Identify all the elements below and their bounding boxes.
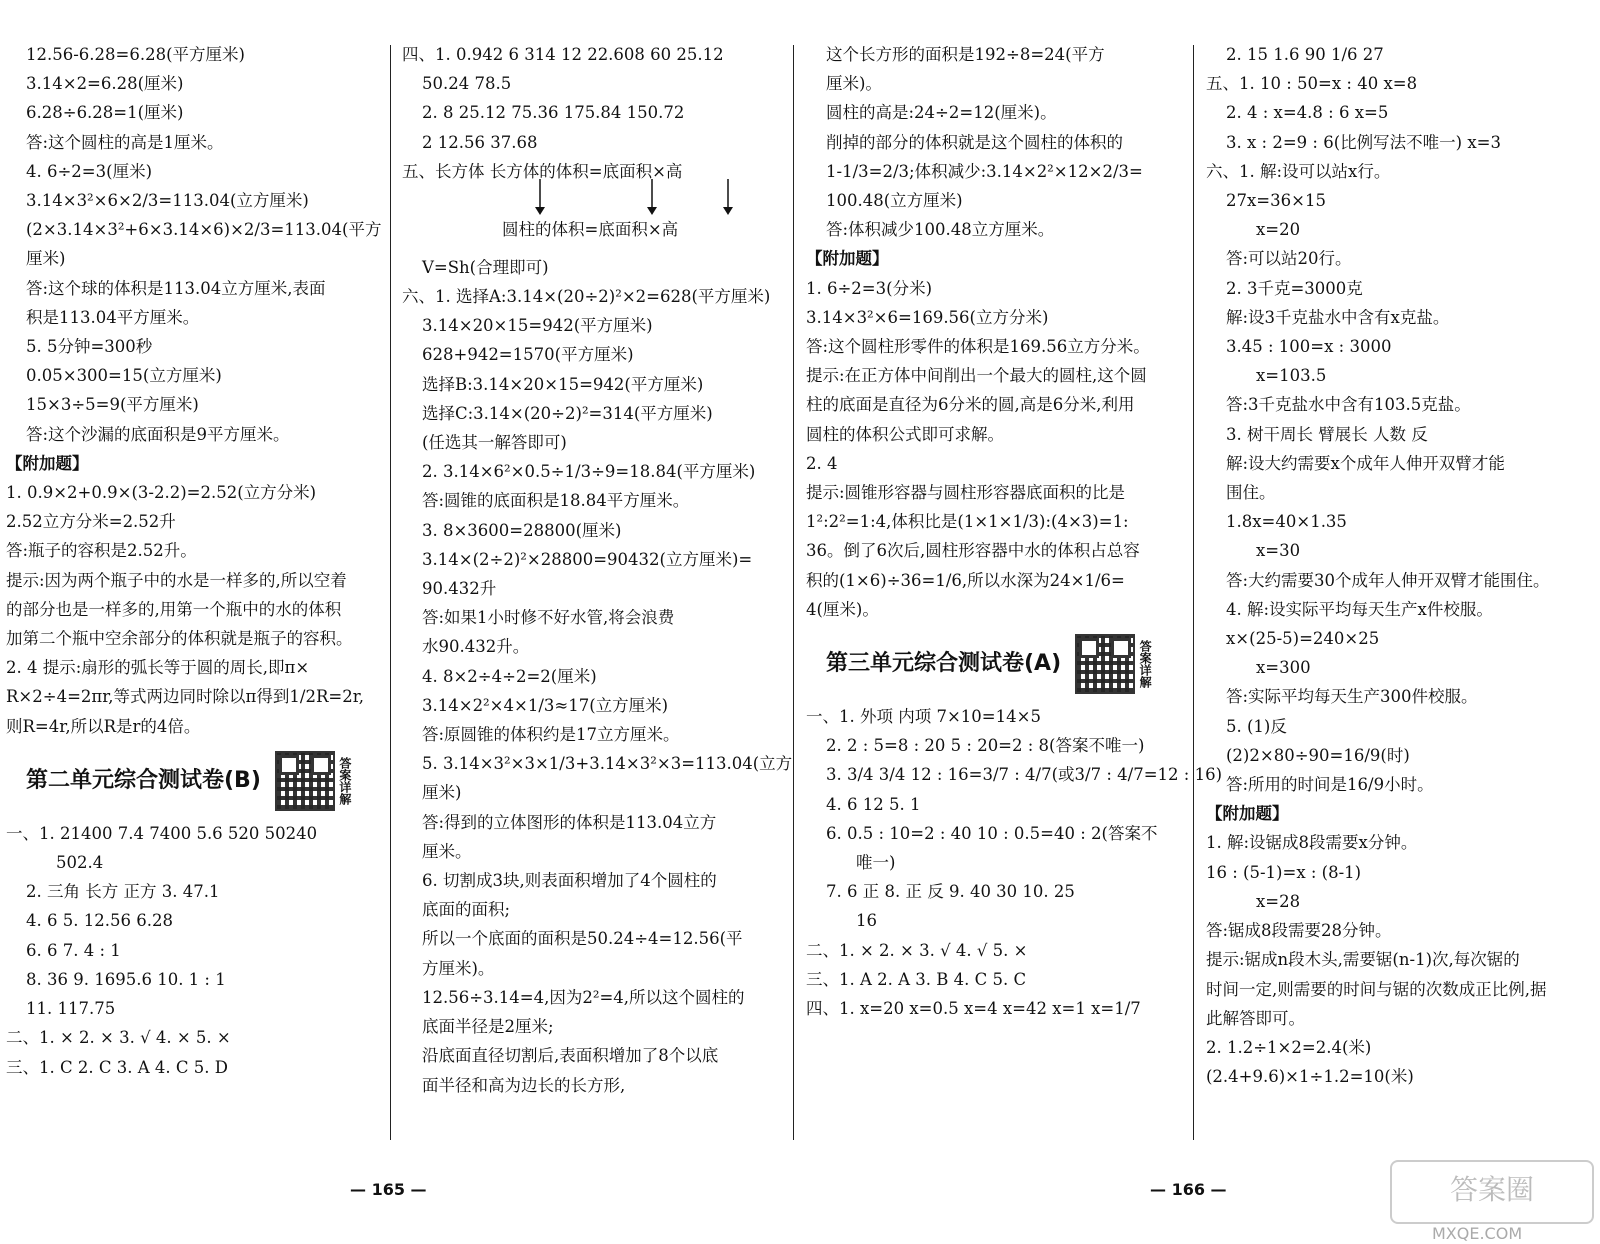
column-divider-3 (1193, 45, 1194, 1140)
answer-line: 16 (856, 911, 877, 931)
diagram-arrows (532, 177, 742, 217)
hint-line: 圆柱的体积公式即可求解。 (806, 424, 1004, 444)
answer-line: 2. 3.14×6²×0.5÷1/3÷9=18.84(平方厘米) (422, 462, 756, 482)
answer-line: 4. 8×2÷4÷2=2(厘米) (422, 666, 597, 686)
answer-line: 答:所用的时间是16/9小时。 (1226, 775, 1434, 795)
answer-line: 11. 117.75 (26, 999, 116, 1019)
answer-line: 8. 36 9. 1695.6 10. 1 : 1 (26, 969, 226, 989)
answer-line: 解:设大约需要x个成年人伸开双臂才能 (1226, 453, 1505, 473)
answer-line: (2)2×80÷90=16/9(时) (1226, 745, 1410, 765)
answer-line: 2. 8 25.12 75.36 175.84 150.72 (422, 103, 685, 123)
column-3 (806, 40, 1223, 1023)
answer-line: 6. 6 7. 4 : 1 (26, 940, 121, 960)
answer-line: 水90.432升。 (422, 637, 530, 657)
answer-line: x=30 (1256, 541, 1301, 561)
hint-line: 加第二个瓶中空余部分的体积就是瓶子的容积。 (6, 629, 353, 649)
col1b-lines (6, 819, 386, 1082)
answer-line: 答:3千克盐水中含有103.5克盐。 (1226, 395, 1471, 415)
answer-line: 答:如果1小时修不好水管,将会浪费 (422, 608, 675, 628)
hint-line: 4(厘米)。 (806, 599, 879, 619)
text-line: 答:瓶子的容积是2.52升。 (6, 541, 197, 561)
volume-relation-diagram (402, 157, 782, 253)
answer-line: 3.45 : 100=x : 3000 (1226, 337, 1392, 357)
answer-line: 90.432升 (422, 579, 497, 599)
text-line: 12.56-6.28=6.28(平方厘米) (26, 45, 245, 64)
answer-line: 三、1. A 2. A 3. B 4. C 5. C (806, 969, 1027, 989)
answer-line: 答:锯成8段需要28分钟。 (1206, 921, 1392, 941)
answer-line: 答:这个圆柱形零件的体积是169.56立方分米。 (806, 337, 1150, 357)
hint-line: 提示:锯成n段木头,需要锯(n-1)次,每次锯的 (1206, 950, 1520, 970)
text-line: 答:这个球的体积是113.04立方厘米,表面 (26, 278, 326, 298)
answer-line: 唯一) (856, 853, 896, 873)
answer-line: 答:原圆锥的体积约是17立方厘米。 (422, 725, 680, 745)
text-line: 答:这个圆柱的高是1厘米。 (26, 132, 224, 152)
answer-line: 沿底面直径切割后,表面积增加了8个以底 (422, 1046, 719, 1066)
answer-line: 答:得到的立体图形的体积是113.04立方 (422, 812, 717, 832)
hint-line: 的部分也是一样多的,用第一个瓶中的水的体积 (6, 599, 342, 619)
text-line: 3.14×2=6.28(厘米) (26, 74, 184, 94)
section-heading: 【附加题】 (6, 453, 89, 473)
answer-line: 底面半径是2厘米; (422, 1017, 554, 1037)
section-title-text: 第三单元综合测试卷(A) (826, 651, 1062, 677)
answer-line: 四、1. 0.942 6 314 12 22.608 60 25.12 (402, 45, 724, 64)
column-4 (1206, 40, 1596, 1091)
hint-line: 时间一定,则需要的时间与锯的次数成正比例,据 (1206, 979, 1547, 999)
qr-code-icon (275, 751, 335, 811)
answer-line: 6. 0.5 : 10=2 : 40 10 : 0.5=40 : 2(答案不 (826, 823, 1158, 843)
answer-line: 3. 8×3600=28800(厘米) (422, 520, 622, 540)
answer-line: 2. 三角 长方 正方 3. 47.1 (26, 882, 220, 902)
answer-line: 1. 解:设锯成8段需要x分钟。 (1206, 833, 1418, 853)
answer-line: 底面的面积; (422, 900, 511, 920)
col1-lines (6, 40, 386, 741)
text-line: 0.05×300=15(立方厘米) (26, 366, 222, 386)
answer-line: x=103.5 (1256, 366, 1327, 386)
qr-label: 答案详解 (1138, 640, 1153, 689)
answer-line: x=28 (1256, 891, 1301, 911)
answer-line: 2. 2 : 5=8 : 20 5 : 20=2 : 8(答案不唯一) (826, 736, 1145, 756)
answer-line: 3. 3/4 3/4 12 : 16=3/7 : 4/7(或3/7 : 4/7=12 : 16) (826, 765, 1223, 785)
hint-line: 积的(1×6)÷36=1/6,所以水深为24×1/6= (806, 570, 1125, 590)
text-line: 5. 5分钟=300秒 (26, 337, 153, 357)
diagram-top-text: 五、长方体 长方体的体积=底面积×高 (402, 161, 683, 181)
section-title (26, 751, 386, 811)
watermark-url: MXQE.COM (1432, 1224, 1523, 1243)
answer-line: 2. 1.2÷1×2=2.4(米) (1206, 1037, 1372, 1057)
answer-line: 1. 6÷2=3(分米) (806, 278, 933, 298)
text-line: 厘米) (26, 249, 66, 269)
answer-line: 一、1. 21400 7.4 7400 5.6 520 50240 (6, 823, 318, 843)
text-line: 1. 0.9×2+0.9×(3-2.2)=2.52(立方分米) (6, 483, 317, 503)
answer-line: 2 12.56 37.68 (422, 132, 538, 152)
answer-line: 答:体积减少100.48立方厘米。 (826, 220, 1055, 240)
answer-line: 一、1. 外项 内项 7×10=14×5 (806, 707, 1041, 727)
answer-line: 选择B:3.14×20×15=942(平方厘米) (422, 374, 704, 394)
answer-line: 答:圆锥的底面积是18.84平方厘米。 (422, 491, 690, 511)
answer-line: 4. 解:设实际平均每天生产x件校服。 (1226, 599, 1493, 619)
hint-line: 1²:2²=1:4,体积比是(1×1×1/3):(4×3)=1: (806, 512, 1129, 532)
qr-label: 答案详解 (337, 756, 352, 805)
section-title-text: 第二单元综合测试卷(B) (26, 767, 261, 793)
section-heading: 【附加题】 (806, 249, 889, 269)
text-line: 2.52立方分米=2.52升 (6, 512, 176, 532)
hint-line: 提示:圆锥形容器与圆柱形容器底面积的比是 (806, 483, 1126, 503)
diagram-bottom-text: 圆柱的体积=底面积×高 (502, 219, 679, 239)
answer-line: 50.24 78.5 (422, 74, 512, 94)
answer-line: 2. 4 (806, 453, 838, 473)
answer-line: 二、1. × 2. × 3. √ 4. √ 5. × (806, 940, 1028, 960)
answer-line: 六、1. 选择A:3.14×(20÷2)²×2=628(平方厘米) (402, 287, 771, 307)
answer-line: 面半径和高为边长的长方形, (422, 1075, 626, 1095)
answer-line: (2.4+9.6)×1÷1.2=10(米) (1206, 1067, 1414, 1087)
answer-line: 三、1. C 2. C 3. A 4. C 5. D (6, 1057, 228, 1077)
answer-line: 502.4 (56, 853, 104, 873)
column-2 (402, 40, 793, 1100)
answer-line: 厘米。 (422, 841, 472, 861)
hint-line: 提示:因为两个瓶子中的水是一样多的,所以空着 (6, 570, 347, 590)
answer-line: 厘米)。 (826, 74, 882, 94)
answer-line: 3.14×2²×4×1/3≈17(立方厘米) (422, 695, 669, 715)
answer-line: 六、1. 解:设可以站x行。 (1206, 161, 1391, 181)
answer-line: 削掉的部分的体积就是这个圆柱的体积的 (826, 132, 1123, 152)
answer-line: 5. (1)反 (1226, 716, 1287, 736)
answer-line: 1.8x=40×1.35 (1226, 512, 1347, 532)
answer-line: x=300 (1256, 658, 1311, 678)
answer-line: 厘米) (422, 783, 462, 803)
watermark-text: 答案圈 (1449, 1173, 1534, 1206)
page-number-left: — 165 — (350, 1180, 427, 1199)
answer-line: 2. 3千克=3000克 (1226, 278, 1363, 298)
answer-line: 16 : (5-1)=x : (8-1) (1206, 862, 1362, 882)
answer-line: V=Sh(合理即可) (422, 257, 549, 277)
text-line: 答:这个沙漏的底面积是9平方厘米。 (26, 424, 290, 444)
answer-line: 1-1/3=2/3;体积减少:3.14×2²×12×2/3= (826, 161, 1143, 181)
text-line: 15×3÷5=9(平方厘米) (26, 395, 199, 415)
column-divider-1 (390, 45, 391, 1140)
answer-line: 2. 15 1.6 90 1/6 27 (1226, 45, 1384, 64)
answer-line: 圆柱的高是:24÷2=12(厘米)。 (826, 103, 1057, 123)
answer-line: 27x=36×15 (1226, 191, 1326, 211)
hint-line: 2. 4 提示:扇形的弧长等于圆的周长,即π× (6, 658, 310, 678)
hint-line: 此解答即可。 (1206, 1008, 1305, 1028)
hint-line: 36。倒了6次后,圆柱形容器中水的体积占总容 (806, 541, 1140, 561)
answer-line: 3.14×(2÷2)²×28800=90432(立方厘米)= (422, 549, 753, 569)
answer-line: 答:可以站20行。 (1226, 249, 1352, 269)
qr-code-icon (1075, 634, 1135, 694)
text-line: 6.28÷6.28=1(厘米) (26, 103, 184, 123)
section-heading: 【附加题】 (1206, 804, 1289, 824)
answer-line: 解:设3千克盐水中含有x克盐。 (1226, 307, 1450, 327)
answer-line: 围住。 (1226, 483, 1276, 503)
answer-line: 这个长方形的面积是192÷8=24(平方 (826, 45, 1105, 64)
answer-line: 答:实际平均每天生产300件校服。 (1226, 687, 1478, 707)
answer-line: 选择C:3.14×(20÷2)²=314(平方厘米) (422, 403, 713, 423)
text-line: (2×3.14×3²+6×3.14×6)×2/3=113.04(平方 (26, 220, 382, 240)
answer-line: 答:大约需要30个成年人伸开双臂才能围住。 (1226, 570, 1550, 590)
text-line: 3.14×3²×6×2/3=113.04(立方厘米) (26, 191, 309, 211)
answer-line: 所以一个底面的面积是50.24÷4=12.56(平 (422, 929, 743, 949)
answer-line: 四、1. x=20 x=0.5 x=4 x=42 x=1 x=1/7 (806, 999, 1141, 1019)
answer-line: 6. 切割成3块,则表面积增加了4个圆柱的 (422, 871, 717, 891)
answer-line: 3. 树干周长 臂展长 人数 反 (1226, 424, 1428, 444)
text-line: 4. 6÷2=3(厘米) (26, 161, 153, 181)
answer-line: 5. 3.14×3²×3×1/3+3.14×3²×3=113.04(立方 (422, 754, 793, 774)
answer-line: 7. 6 正 8. 正 反 9. 40 30 10. 25 (826, 882, 1075, 902)
answer-line: 12.56÷3.14=4,因为2²=4,所以这个圆柱的 (422, 987, 745, 1007)
hint-line: 则R=4r,所以R是r的4倍。 (6, 716, 201, 736)
answer-line: 628+942=1570(平方厘米) (422, 345, 634, 365)
column-divider-2 (793, 45, 794, 1140)
answer-line: (任选其一解答即可) (422, 433, 567, 453)
column-1 (6, 40, 386, 1082)
answer-line: 3.14×3²×6=169.56(立方分米) (806, 307, 1049, 327)
answer-line: 4. 6 12 5. 1 (826, 794, 921, 814)
hint-line: 提示:在正方体中间削出一个最大的圆柱,这个圆 (806, 366, 1147, 386)
hint-line: 柱的底面是直径为6分米的圆,高是6分米,利用 (806, 395, 1135, 415)
answer-line: 方厘米)。 (422, 958, 495, 978)
answer-line: 100.48(立方厘米) (826, 191, 963, 211)
answer-line: x×(25-5)=240×25 (1226, 629, 1380, 649)
hint-line: R×2÷4=2πr,等式两边同时除以π得到1/2R=2r, (6, 687, 365, 707)
answer-line: x=20 (1256, 220, 1301, 240)
answer-line: 2. 4 : x=4.8 : 6 x=5 (1226, 103, 1389, 123)
answer-line: 二、1. × 2. × 3. √ 4. × 5. × (6, 1028, 231, 1048)
page-number-right: — 166 — (1150, 1180, 1227, 1199)
text-line: 积是113.04平方厘米。 (26, 307, 200, 327)
answer-line: 五、1. 10 : 50=x : 40 x=8 (1206, 74, 1418, 94)
answer-line: 3.14×20×15=942(平方厘米) (422, 316, 653, 336)
watermark-logo (1390, 1160, 1594, 1243)
answer-line: 3. x : 2=9 : 6(比例写法不唯一) x=3 (1226, 132, 1501, 152)
section-title (826, 634, 1186, 694)
answer-line: 4. 6 5. 12.56 6.28 (26, 911, 173, 931)
